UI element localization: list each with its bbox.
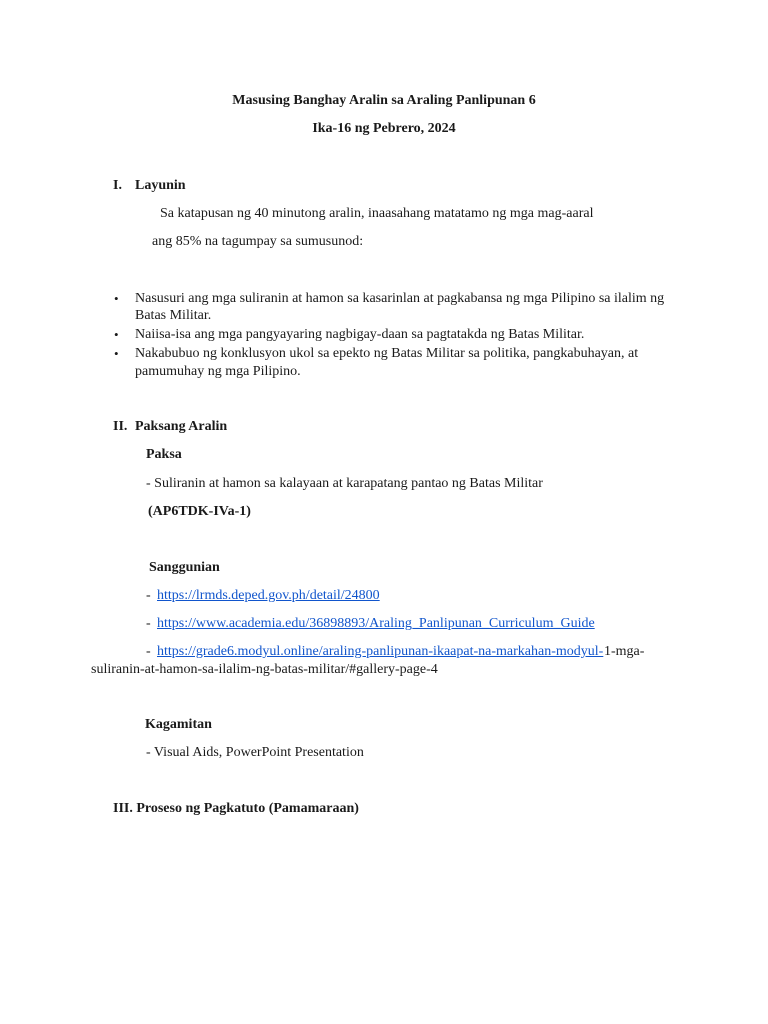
section-1-heading: Layunin xyxy=(135,178,186,193)
reference-link[interactable]: https://www.academia.edu/36898893/Araling_Panlipunan_Curriculum_Guide xyxy=(157,616,595,631)
document-date: Ika-16 ng Pebrero, 2024 xyxy=(312,121,456,136)
objective-text-line-2: pamumuhay ng mga Pilipino. xyxy=(135,364,301,379)
kagamitan-text: - Visual Aids, PowerPoint Presentation xyxy=(146,745,364,760)
section-3-heading: III. Proseso ng Pagkatuto (Pamamaraan) xyxy=(113,801,359,816)
reference-link[interactable]: https://lrmds.deped.gov.ph/detail/24800 xyxy=(157,588,380,603)
bullet-icon: • xyxy=(114,327,119,342)
section-1-numeral: I. xyxy=(113,178,122,193)
sanggunian-label: Sanggunian xyxy=(149,560,220,575)
bullet-icon: • xyxy=(114,346,119,361)
reference-link-suffix: 1-mga- xyxy=(604,644,645,659)
objectives-intro-line-2: ang 85% na tagumpay sa sumusunod: xyxy=(152,234,364,249)
bullet-icon: • xyxy=(114,291,119,306)
paksa-text: - Suliranin at hamon sa kalayaan at karapatang pantao ng Batas Militar xyxy=(146,476,543,491)
reference-dash: - xyxy=(146,616,151,631)
section-2-numeral: II. xyxy=(113,419,128,434)
competency-code: (AP6TDK-IVa-1) xyxy=(148,504,251,519)
section-2-heading: Paksang Aralin xyxy=(135,419,228,434)
kagamitan-label: Kagamitan xyxy=(145,717,212,732)
objective-text-line-2: Batas Militar. xyxy=(135,308,212,323)
document-title: Masusing Banghay Aralin sa Araling Panlipunan 6 xyxy=(232,93,536,108)
objectives-intro-line-1: Sa katapusan ng 40 minutong aralin, inaasahang matatamo ng mga mag-aaral xyxy=(160,206,594,221)
reference-link[interactable]: https://grade6.modyul.online/araling-panlipunan-ikaapat-na-markahan-modyul- xyxy=(157,644,604,659)
objective-text-line-1: Nasusuri ang mga suliranin at hamon sa kasarinlan at pagkabansa ng mga Pilipino sa ilalim ng xyxy=(135,291,665,306)
reference-dash: - xyxy=(146,644,151,659)
paksa-label: Paksa xyxy=(146,447,182,462)
objective-text-line-1: Nakabubuo ng konklusyon ukol sa epekto ng Batas Militar sa politika, pangkabuhayan, at xyxy=(135,346,639,361)
objective-text-line-1: Naiisa-isa ang mga pangyayaring nagbigay-daan sa pagtatakda ng Batas Militar. xyxy=(135,327,585,342)
reference-dash: - xyxy=(146,588,151,603)
reference-continuation: suliranin-at-hamon-sa-ilalim-ng-batas-militar/#gallery-page-4 xyxy=(91,662,438,677)
